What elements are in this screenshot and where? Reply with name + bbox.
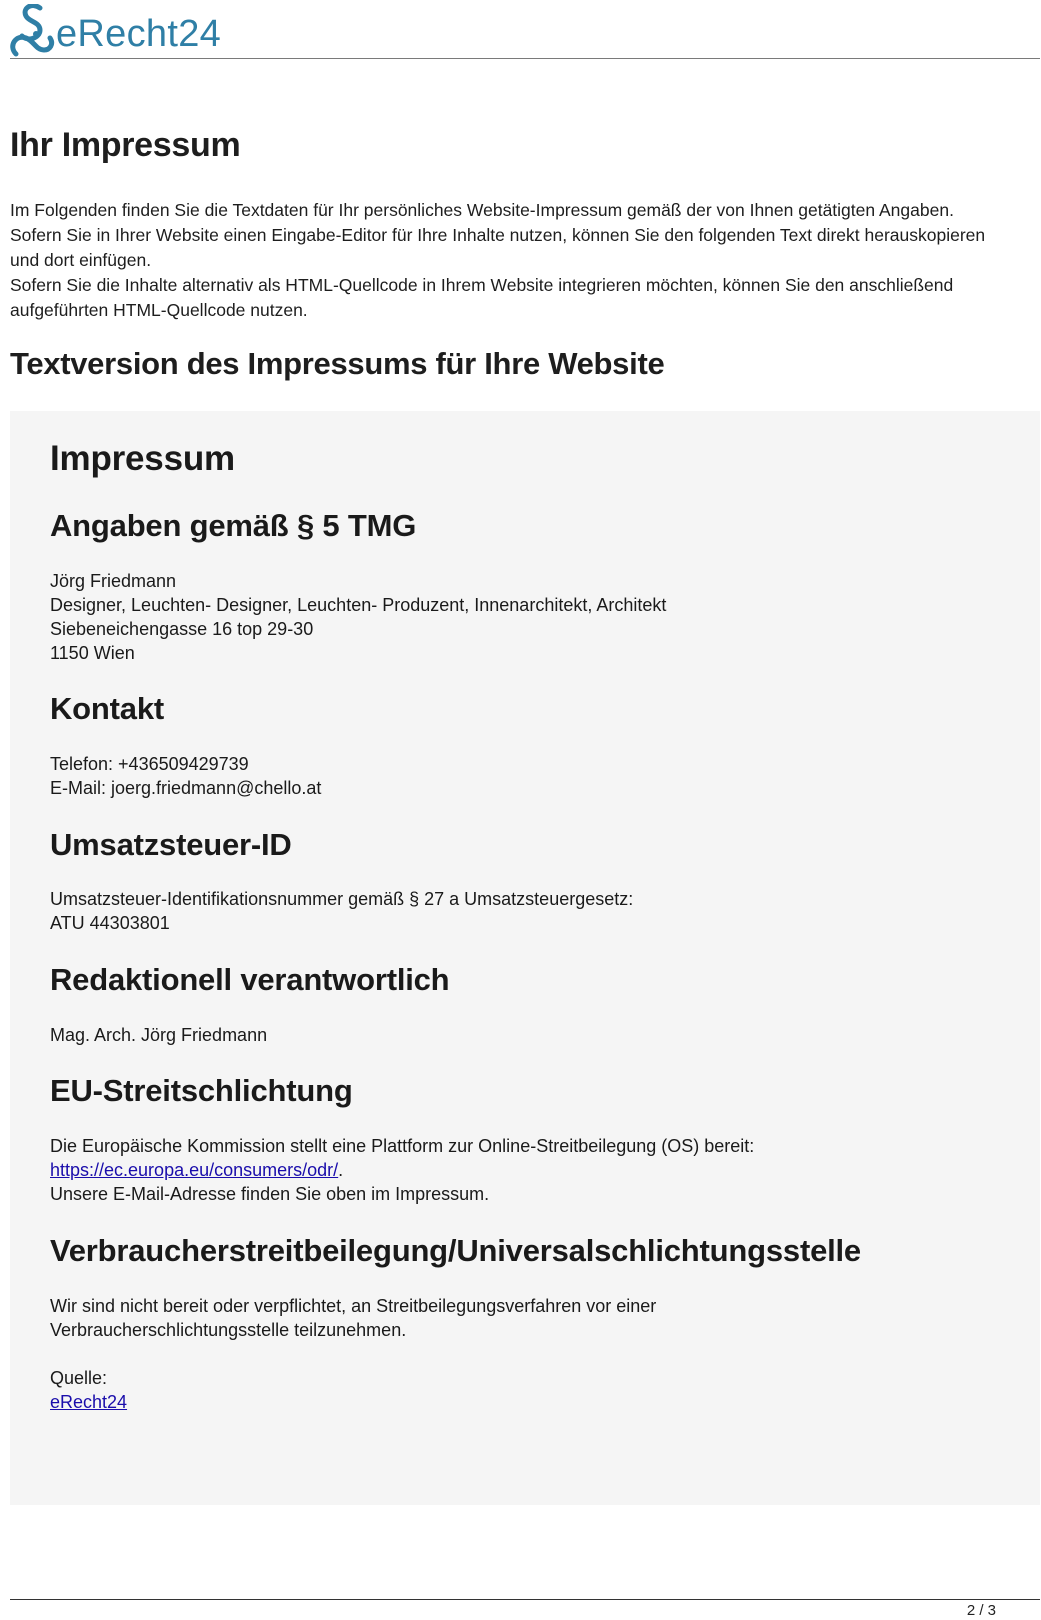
impressum-text-box xyxy=(10,411,1040,1505)
intro-text xyxy=(10,198,1010,323)
eu-link-line xyxy=(50,1158,343,1183)
page-number: 2 / 3 xyxy=(966,1602,996,1619)
owner-profession: Designer, Leuchten- Designer, Leuchten- Produzent, Innenarchitekt, Architekt xyxy=(50,595,667,615)
ust-label: Umsatzsteuer-Identifikationsnummer gemäß § 27 a Umsatzsteuergesetz: xyxy=(50,889,634,909)
erecht24-source-link[interactable]: eRecht24 xyxy=(50,1392,128,1412)
owner-name: Jörg Friedmann xyxy=(50,571,177,591)
eu-text: Die Europäische Kommission stellt eine Plattform zur Online-Streitbeilegung (OS) bereit: xyxy=(50,1136,755,1156)
address-street: Siebeneichengasse 16 top 29-30 xyxy=(50,619,314,639)
impressum-heading: Impressum xyxy=(50,439,235,478)
phone-text: Telefon: +436509429739 xyxy=(50,754,249,774)
quelle-label: Quelle: xyxy=(50,1368,108,1388)
section-title: Textversion des Impressums für Ihre Website xyxy=(10,346,665,381)
eu-link-suffix: . xyxy=(338,1160,344,1180)
address-city: 1150 Wien xyxy=(50,643,135,663)
header-divider xyxy=(10,58,1040,59)
angaben-heading: Angaben gemäß § 5 TMG xyxy=(50,508,417,543)
eu-email-note: Unsere E-Mail-Adresse finden Sie oben im Impressum. xyxy=(50,1184,490,1204)
eu-odr-link[interactable]: https://ec.europa.eu/consumers/odr/ xyxy=(50,1160,339,1180)
intro-paragraph-1: Im Folgenden finden Sie die Textdaten für Ihr persönliches Website-Impressum gemäß der von Ihnen getätigten Angaben. Sofern Sie in Ihrer Website einen Eingabe-Editor für Ihre Inhalte nutzen, können Sie den folgenden Text direkt herauskopieren und dort einfügen. xyxy=(10,200,986,270)
footer-divider xyxy=(10,1599,1040,1600)
eu-heading: EU-Streitschlichtung xyxy=(50,1073,353,1108)
kontakt-heading: Kontakt xyxy=(50,691,164,726)
ust-heading: Umsatzsteuer-ID xyxy=(50,827,292,862)
verbraucher-heading: Verbraucherstreitbeilegung/Universalschlichtungsstelle xyxy=(50,1233,861,1268)
intro-paragraph-2: Sofern Sie die Inhalte alternativ als HTML-Quellcode in Ihrem Website integrieren möchten, können Sie den anschließend aufgeführten HTML-Quellcode nutzen. xyxy=(10,275,954,320)
email-text: E-Mail: joerg.friedmann@chello.at xyxy=(50,778,322,798)
header xyxy=(10,0,1040,60)
erecht24-logo[interactable] xyxy=(10,2,221,58)
quelle-link-line xyxy=(50,1390,127,1415)
redaktion-name: Mag. Arch. Jörg Friedmann xyxy=(50,1025,268,1045)
verbraucher-line-1: Wir sind nicht bereit oder verpflichtet, an Streitbeilegungsverfahren vor einer xyxy=(50,1296,657,1316)
logo-text: eRecht24 xyxy=(56,13,222,55)
ust-value: ATU 44303801 xyxy=(50,913,170,933)
verbraucher-line-2: Verbraucherschlichtungsstelle teilzunehmen. xyxy=(50,1320,407,1340)
redaktion-heading: Redaktionell verantwortlich xyxy=(50,962,450,997)
erecht24-logo-icon xyxy=(10,4,58,58)
page-title: Ihr Impressum xyxy=(10,126,241,164)
